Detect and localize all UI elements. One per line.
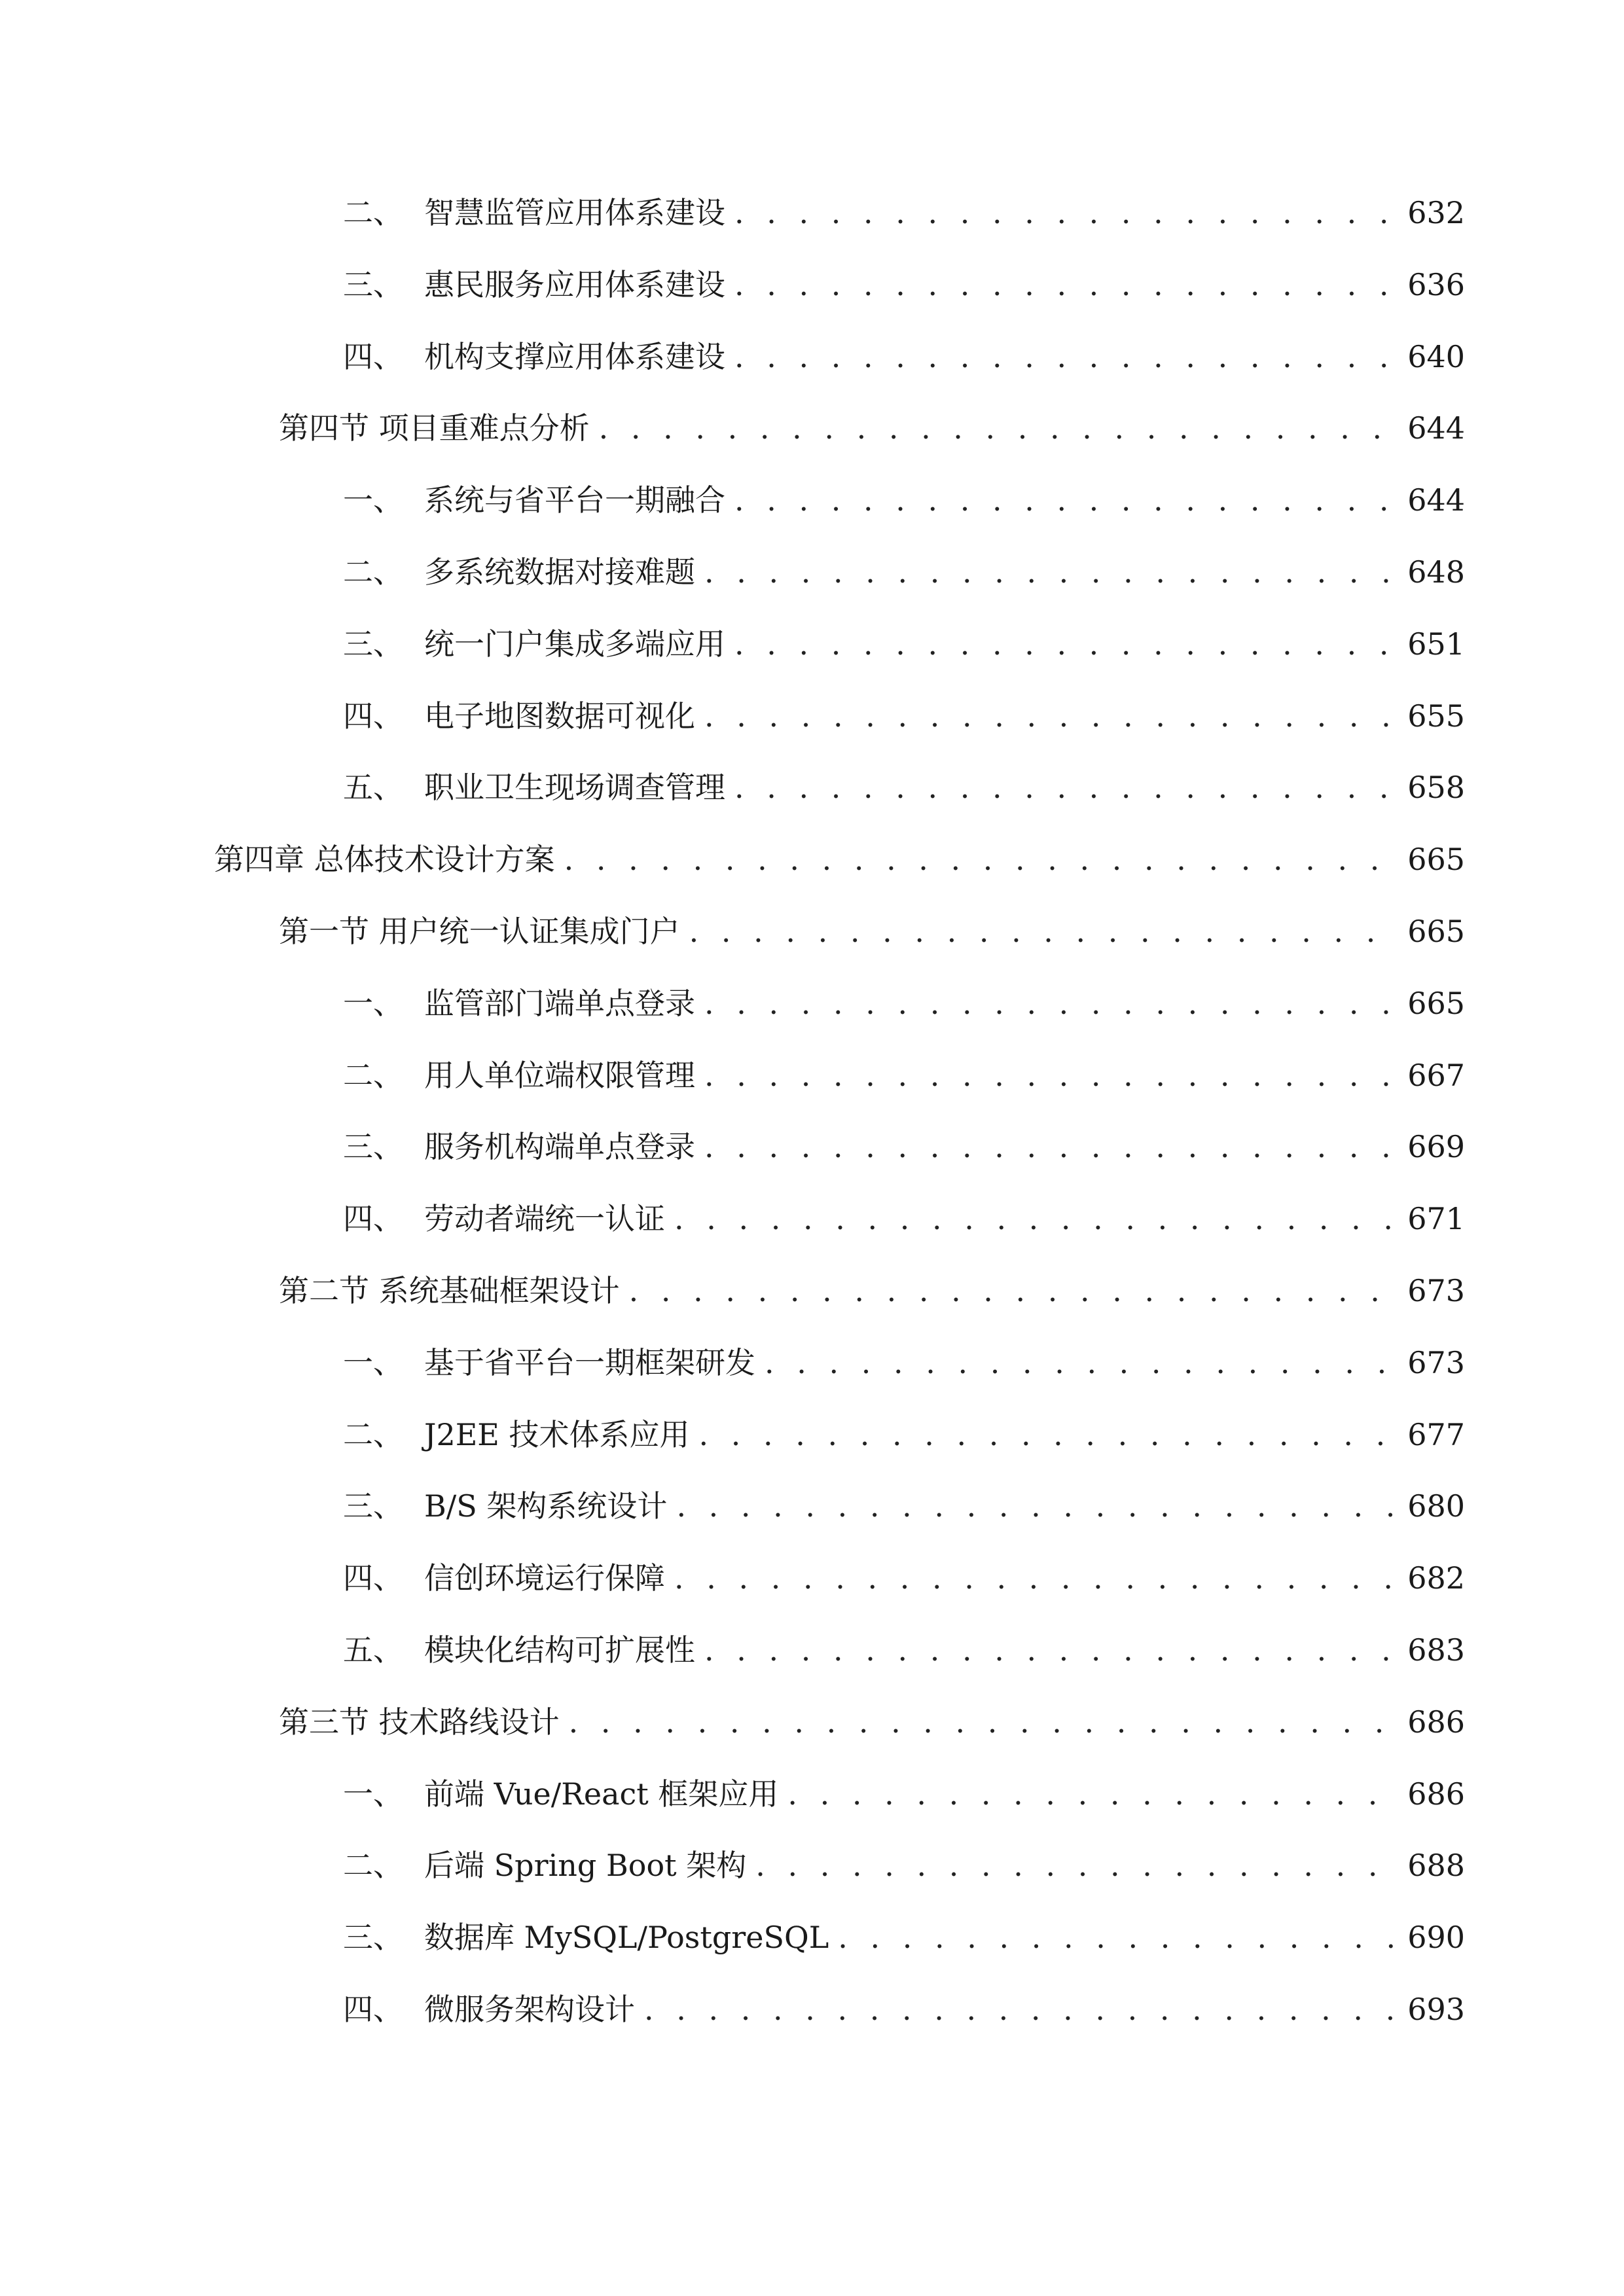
dot-leader	[704, 696, 1401, 736]
toc-entry-page: 673	[1407, 1344, 1465, 1380]
toc-entry-page: 669	[1407, 1129, 1465, 1165]
toc-entry-number: 一、	[343, 1344, 403, 1380]
toc-entry-title: 信创环境运行保障	[424, 1560, 665, 1596]
toc-entry-title: 劳动者端统一认证	[424, 1201, 665, 1237]
toc-entry-title: 惠民服务应用体系建设	[424, 266, 725, 302]
dot-leader	[599, 408, 1401, 448]
dot-leader	[734, 768, 1401, 807]
toc-entry-number: 二、	[343, 1057, 403, 1093]
toc-section-entry[interactable]	[0, 912, 1624, 984]
toc-entry-title: 第三节 技术路线设计	[279, 1704, 560, 1740]
toc-entry-title: 微服务架构设计	[424, 1991, 635, 2027]
toc-entry-title: 基于省平台一期框架研发	[424, 1344, 755, 1380]
toc-entry-number: 三、	[343, 626, 403, 662]
toc-entry[interactable]	[0, 1415, 1624, 1487]
toc-entry-page: 686	[1407, 1776, 1465, 1812]
toc-entry-number: 一、	[343, 482, 403, 518]
toc-entry[interactable]	[0, 1774, 1624, 1846]
toc-chapter-entry[interactable]	[0, 840, 1624, 912]
dot-leader	[674, 1199, 1401, 1238]
dot-leader	[838, 1918, 1401, 1957]
toc-entry-title: 智慧监管应用体系建设	[424, 195, 725, 230]
toc-entry-page: 693	[1407, 1991, 1465, 2027]
toc-entry-number: 四、	[343, 1991, 403, 2027]
toc-entry[interactable]	[0, 1846, 1624, 1918]
toc-entry-title: 第四节 项目重难点分析	[279, 410, 590, 446]
toc-entry-title: 统一门户集成多端应用	[424, 626, 725, 662]
toc-entry-number: 二、	[343, 195, 403, 230]
toc-entry-number: 四、	[343, 338, 403, 374]
toc-entry-number: 四、	[343, 1201, 403, 1237]
toc-entry[interactable]	[0, 193, 1624, 265]
toc-entry[interactable]	[0, 1127, 1624, 1199]
dot-leader	[765, 1343, 1401, 1382]
dot-leader	[564, 840, 1401, 879]
toc-entry-title: 用人单位端权限管理	[424, 1057, 695, 1093]
toc-entry-title: 职业卫生现场调查管理	[424, 770, 725, 806]
toc-entry[interactable]	[0, 984, 1624, 1056]
toc-entry-page: 667	[1407, 1057, 1465, 1093]
toc-entry-page: 665	[1407, 913, 1465, 949]
toc-entry-page: 632	[1407, 195, 1465, 230]
toc-entry-title: 机构支撑应用体系建设	[424, 338, 725, 374]
toc-entry-page: 665	[1407, 842, 1465, 878]
toc-entry[interactable]	[0, 1630, 1624, 1702]
toc-entry[interactable]	[0, 265, 1624, 337]
toc-entry-page: 683	[1407, 1632, 1465, 1668]
dot-leader	[644, 1990, 1401, 2029]
toc-entry-number: 一、	[343, 1776, 403, 1812]
toc-entry-number: 三、	[343, 1129, 403, 1165]
toc-entry-page: 680	[1407, 1488, 1465, 1524]
dot-leader	[704, 1127, 1401, 1166]
toc-entry-title: 多系统数据对接难题	[424, 554, 695, 590]
toc-entry[interactable]	[0, 1918, 1624, 1990]
toc-entry-title: 前端 Vue/React 框架应用	[424, 1776, 779, 1812]
toc-section-entry[interactable]	[0, 1702, 1624, 1774]
toc-entry-title: 第四章 总体技术设计方案	[214, 842, 555, 878]
toc-entry-page: 644	[1407, 410, 1465, 446]
dot-leader	[699, 1415, 1401, 1454]
toc-entry-title: 电子地图数据可视化	[424, 698, 695, 734]
toc-entry-number: 三、	[343, 1920, 403, 1956]
dot-leader	[734, 337, 1401, 376]
toc-entry-title: 系统与省平台一期融合	[424, 482, 725, 518]
toc-entry-title: J2EE 技术体系应用	[424, 1416, 690, 1452]
dot-leader	[755, 1846, 1401, 1885]
toc-entry-page: 648	[1407, 554, 1465, 590]
toc-entry[interactable]	[0, 624, 1624, 696]
toc-entry-title: B/S 架构系统设计	[424, 1488, 668, 1524]
toc-entry-page: 658	[1407, 770, 1465, 806]
toc-entry-number: 四、	[343, 1560, 403, 1596]
toc-entry-page: 655	[1407, 698, 1465, 734]
toc-entry-number: 三、	[343, 266, 403, 302]
table-of-contents	[0, 193, 1624, 2062]
toc-entry-page: 688	[1407, 1848, 1465, 1884]
toc-entry[interactable]	[0, 768, 1624, 840]
toc-entry-title: 服务机构端单点登录	[424, 1129, 695, 1165]
dot-leader	[734, 480, 1401, 520]
toc-entry[interactable]	[0, 480, 1624, 552]
dot-leader	[629, 1271, 1401, 1310]
toc-entry-page: 673	[1407, 1272, 1465, 1308]
toc-entry-page: 671	[1407, 1201, 1465, 1237]
toc-entry-title: 模块化结构可扩展性	[424, 1632, 695, 1668]
toc-entry[interactable]	[0, 1199, 1624, 1271]
toc-entry-number: 三、	[343, 1488, 403, 1524]
toc-entry-number: 一、	[343, 985, 403, 1021]
toc-entry[interactable]	[0, 1056, 1624, 1128]
toc-entry-number: 五、	[343, 1632, 403, 1668]
dot-leader	[704, 984, 1401, 1023]
dot-leader	[674, 1558, 1401, 1598]
dot-leader	[569, 1702, 1401, 1742]
toc-entry-title: 监管部门端单点登录	[424, 985, 695, 1021]
toc-entry[interactable]	[0, 1558, 1624, 1630]
toc-entry[interactable]	[0, 552, 1624, 624]
dot-leader	[787, 1774, 1401, 1814]
dot-leader	[704, 1056, 1401, 1095]
toc-entry-page: 636	[1407, 266, 1465, 302]
toc-entry[interactable]	[0, 1343, 1624, 1415]
toc-entry-title: 数据库 MySQL/PostgreSQL	[424, 1920, 829, 1956]
toc-entry[interactable]	[0, 696, 1624, 768]
toc-entry-title: 第一节 用户统一认证集成门户	[279, 913, 680, 949]
toc-entry-page: 640	[1407, 338, 1465, 374]
toc-entry[interactable]	[0, 337, 1624, 409]
toc-entry-page: 665	[1407, 985, 1465, 1021]
dot-leader	[704, 552, 1401, 592]
toc-entry-title: 第二节 系统基础框架设计	[279, 1272, 620, 1308]
toc-entry-page: 677	[1407, 1416, 1465, 1452]
dot-leader	[704, 1630, 1401, 1670]
toc-entry-page: 690	[1407, 1920, 1465, 1956]
toc-entry[interactable]	[0, 1990, 1624, 2062]
dot-leader	[734, 624, 1401, 664]
dot-leader	[676, 1486, 1401, 1526]
toc-entry[interactable]	[0, 1486, 1624, 1558]
dot-leader	[734, 265, 1401, 304]
toc-entry-title: 后端 Spring Boot 架构	[424, 1848, 747, 1884]
toc-entry-page: 682	[1407, 1560, 1465, 1596]
toc-section-entry[interactable]	[0, 408, 1624, 480]
toc-entry-number: 二、	[343, 1416, 403, 1452]
toc-section-entry[interactable]	[0, 1271, 1624, 1343]
dot-leader	[689, 912, 1401, 951]
toc-entry-number: 二、	[343, 1848, 403, 1884]
toc-entry-page: 651	[1407, 626, 1465, 662]
toc-entry-page: 686	[1407, 1704, 1465, 1740]
toc-entry-number: 四、	[343, 698, 403, 734]
toc-entry-number: 二、	[343, 554, 403, 590]
dot-leader	[734, 193, 1401, 232]
toc-entry-number: 五、	[343, 770, 403, 806]
toc-entry-page: 644	[1407, 482, 1465, 518]
